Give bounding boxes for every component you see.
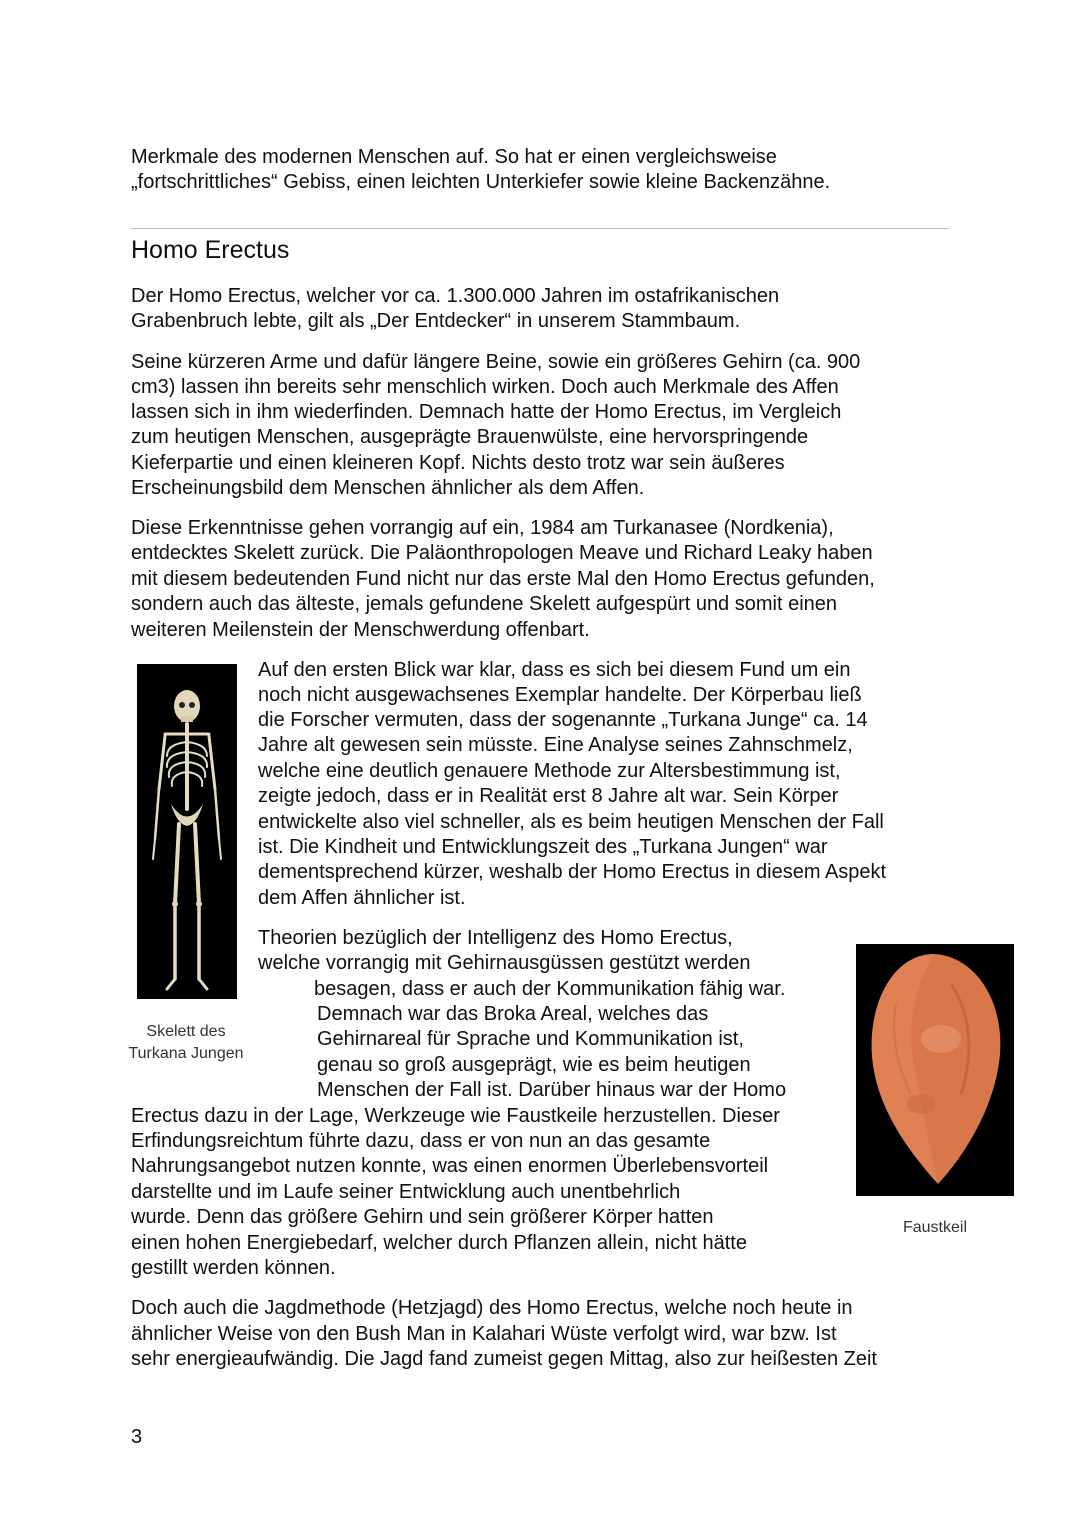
handaxe-illustration	[856, 944, 1014, 1196]
para5-line-9: Erfindungsreichtum führte dazu, dass er von nun an das gesamte	[131, 1130, 711, 1152]
skeleton-caption-line-2: Turkana Jungen	[128, 1045, 244, 1062]
skeleton-caption	[118, 1021, 254, 1065]
para5-line-7: Menschen der Fall ist. Darüber hinaus war der Homo	[317, 1079, 787, 1101]
para3-line-4: sondern auch das älteste, jemals gefundene Skelett aufgespürt und somit einen	[131, 593, 838, 615]
para4-line-3: die Forscher vermuten, dass der sogenannte „Turkana Junge“ ca. 14	[258, 709, 868, 731]
skeleton-caption-line-1: Skelett des	[146, 1023, 226, 1040]
para3-line-5: weiteren Meilenstein der Menschwerdung offenbart.	[131, 619, 590, 641]
skeleton-illustration	[137, 664, 237, 999]
para5-line-6: genau so groß ausgeprägt, wie es beim heutigen	[317, 1054, 751, 1076]
para5-line-2: welche vorrangig mit Gehirnausgüssen gestützt werden	[258, 952, 751, 974]
para1-line-2: Grabenbruch lebte, gilt als „Der Entdecker“ in unserem Stammbaum.	[131, 310, 741, 332]
para4-line-1: Auf den ersten Blick war klar, dass es sich bei diesem Fund um ein	[258, 659, 851, 681]
para2-line-5: Kieferpartie und einen kleineren Kopf. Nichts desto trotz war sein äußeres	[131, 452, 785, 474]
intro-line-1: Merkmale des modernen Menschen auf. So hat er einen vergleichsweise	[131, 146, 777, 168]
para2-line-6: Erscheinungsbild dem Menschen ähnlicher als dem Affen.	[131, 477, 645, 499]
para5-line-10: Nahrungsangebot nutzen konnte, was einen enormen Überlebensvorteil	[131, 1155, 769, 1177]
para4-line-9: dementsprechend kürzer, weshalb der Homo Erectus in diesem Aspekt	[258, 861, 887, 883]
para2-line-1: Seine kürzeren Arme und dafür längere Beine, sowie ein größeres Gehirn (ca. 900	[131, 351, 861, 373]
para5-line-5: Gehirnareal für Sprache und Kommunikation ist,	[317, 1028, 744, 1050]
para5-line-4: Demnach war das Broka Areal, welches das	[317, 1003, 709, 1025]
para4-line-10: dem Affen ähnlicher ist.	[258, 887, 466, 909]
para2-line-2: cm3) lassen ihn bereits sehr menschlich wirken. Doch auch Merkmale des Affen	[131, 376, 839, 398]
para4-line-2: noch nicht ausgewachsenes Exemplar handelte. Der Körperbau ließ	[258, 684, 862, 706]
para5-line-12: wurde. Denn das größere Gehirn und sein größerer Körper hatten	[131, 1206, 714, 1228]
para5-line-8: Erectus dazu in der Lage, Werkzeuge wie Faustkeile herzustellen. Dieser	[131, 1105, 780, 1127]
section-title: Homo Erectus	[131, 236, 290, 264]
para6-line-1: Doch auch die Jagdmethode (Hetzjagd) des Homo Erectus, welche noch heute in	[131, 1297, 853, 1319]
intro-line-2: „fortschrittliches“ Gebiss, einen leichten Unterkiefer sowie kleine Backenzähne.	[131, 171, 831, 193]
handaxe-image	[856, 944, 1014, 1196]
para4-line-4: Jahre alt gewesen sein müsste. Eine Analyse seines Zahnschmelz,	[258, 734, 853, 756]
para6-line-2: ähnlicher Weise von den Bush Man in Kalahari Wüste verfolgt wird, war bzw. Ist	[131, 1323, 837, 1345]
para3-line-3: mit diesem bedeutenden Fund nicht nur das erste Mal den Homo Erectus gefunden,	[131, 568, 875, 590]
page-number: 3	[131, 1426, 143, 1448]
skeleton-image	[137, 664, 237, 999]
para5-line-3: besagen, dass er auch der Kommunikation fähig war.	[314, 978, 786, 1000]
para4-line-6: zeigte jedoch, dass er in Realität erst 8 Jahre alt war. Sein Körper	[258, 785, 839, 807]
para3-line-2: entdecktes Skelett zurück. Die Paläonthropologen Meave und Richard Leaky haben	[131, 542, 873, 564]
para3-line-1: Diese Erkenntnisse gehen vorrangig auf ein, 1984 am Turkanasee (Nordkenia),	[131, 517, 834, 539]
para1-line-1: Der Homo Erectus, welcher vor ca. 1.300.000 Jahren im ostafrikanischen	[131, 285, 780, 307]
para5-line-11: darstellte und im Laufe seiner Entwicklung auch unentbehrlich	[131, 1181, 681, 1203]
para2-line-3: lassen sich in ihm wiederfinden. Demnach hatte der Homo Erectus, im Vergleich	[131, 401, 842, 423]
para4-line-5: welche eine deutlich genauere Methode zur Altersbestimmung ist,	[258, 760, 841, 782]
para5-line-13: einen hohen Energiebedarf, welcher durch Pflanzen allein, nicht hätte	[131, 1232, 747, 1254]
para4-line-8: ist. Die Kindheit und Entwicklungszeit des „Turkana Jungen“ war	[258, 836, 828, 858]
para5-line-14: gestillt werden können.	[131, 1257, 336, 1279]
para2-line-4: zum heutigen Menschen, ausgeprägte Brauenwülste, eine hervorspringende	[131, 426, 809, 448]
para6-line-3: sehr energieaufwändig. Die Jagd fand zumeist gegen Mittag, also zur heißesten Zeit	[131, 1348, 877, 1370]
para5-line-1: Theorien bezüglich der Intelligenz des Homo Erectus,	[258, 927, 733, 949]
section-divider	[131, 228, 950, 229]
handaxe-caption: Faustkeil	[902, 1219, 968, 1236]
para4-line-7: entwickelte also viel schneller, als es beim heutigen Menschen der Fall	[258, 811, 884, 833]
